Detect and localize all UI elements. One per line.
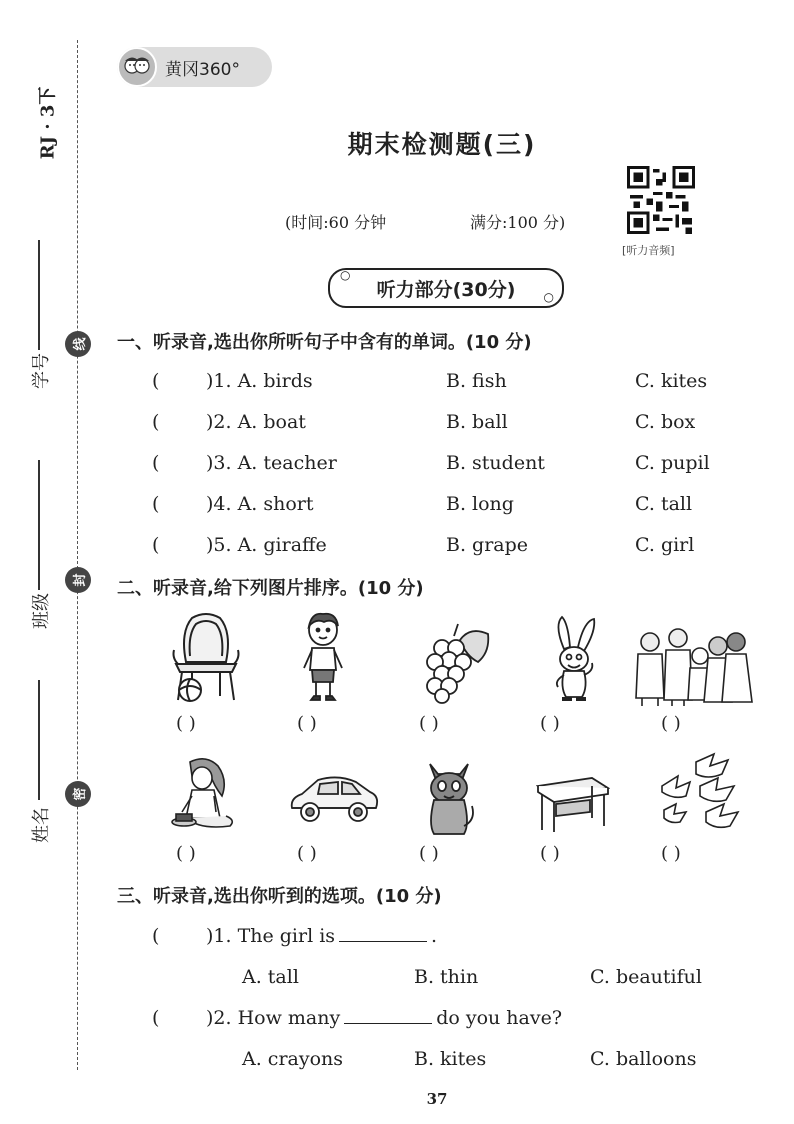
girl-with-cake-picture [170,756,242,838]
cut-mark-seal: 封 [65,567,91,593]
option-a: A. tall [242,966,299,988]
order-answer-paren[interactable]: ( ) [540,713,560,734]
brand-name: 黄冈360° [165,59,240,80]
question-2-stem: )2. How many do you have? [206,1007,563,1029]
option-a: )4. A. short [206,493,314,515]
option-a: )2. A. boat [206,411,306,433]
option-c: C. tall [635,493,693,515]
order-answer-paren[interactable]: ( ) [419,843,439,864]
answer-paren[interactable]: ( [152,411,160,433]
option-c: C. girl [635,534,695,556]
page-number: 37 [426,1090,448,1108]
part3-heading: 三、听录音,选出你听到的选项。(10 分) [117,886,442,907]
listening-section-header: ○ 听力部分(30分) ○ [328,268,564,308]
part1-heading: 一、听录音,选出你所听句子中含有的单词。(10 分) [117,332,532,353]
cut-mark-secret: 密 [65,781,91,807]
option-a: )3. A. teacher [206,452,337,474]
answer-paren[interactable]: ( [152,452,160,474]
option-b: B. student [446,452,545,474]
option-c: C. pupil [635,452,710,474]
order-answer-paren[interactable]: ( ) [297,713,317,734]
order-answer-paren[interactable]: ( ) [661,843,681,864]
class-label: 班级 [31,593,52,629]
option-c: C. kites [635,370,708,392]
class-line [38,460,40,590]
option-c: C. box [635,411,696,433]
option-b: B. fish [446,370,507,392]
option-b: B. ball [446,411,508,433]
answer-paren[interactable]: ( [152,370,160,392]
qr-caption: [听力音频] [622,244,675,257]
student-id-line [38,240,40,350]
desk-picture [536,774,610,834]
order-answer-paren[interactable]: ( ) [419,713,439,734]
order-answer-paren[interactable]: ( ) [661,713,681,734]
chair-with-ball-picture [170,612,242,704]
fill-blank[interactable] [344,1007,432,1024]
order-answer-paren[interactable]: ( ) [297,843,317,864]
name-line [38,680,40,800]
answer-paren[interactable]: ( [152,925,160,947]
family-picture [632,628,754,708]
order-answer-paren[interactable]: ( ) [176,713,196,734]
order-answer-paren[interactable]: ( ) [540,843,560,864]
part2-heading: 二、听录音,给下列图片排序。(10 分) [117,578,424,599]
birds-picture [656,752,744,834]
order-answer-paren[interactable]: ( ) [176,843,196,864]
edition-label: RJ · 3下 [37,86,59,160]
cut-mark-line: 线 [65,331,91,357]
boy-picture [298,610,348,706]
option-a: )1. A. birds [206,370,313,392]
option-a: A. crayons [242,1048,344,1070]
option-a: )5. A. giraffe [206,534,327,556]
option-b: B. long [446,493,514,515]
binding-dashed-line [77,40,78,1070]
question-1-stem: )1. The girl is . [206,925,438,947]
option-c: C. beautiful [590,966,702,988]
option-b: B. thin [414,966,479,988]
bubble-icon: ○ [543,290,554,304]
name-label: 姓名 [31,807,52,843]
score-info: 满分:100 分) [470,213,566,232]
grapes-picture [420,622,494,704]
student-id-label: 学号 [31,353,52,389]
brand-logo [117,47,272,87]
rabbit-picture [544,615,604,707]
option-c: C. balloons [590,1048,697,1070]
answer-paren[interactable]: ( [152,534,160,556]
mascot-icon [117,47,157,87]
option-b: B. kites [414,1048,487,1070]
option-b: B. grape [446,534,529,556]
qr-code-icon [627,166,695,234]
answer-paren[interactable]: ( [152,1007,160,1029]
page-title: 期末检测题(三) [347,130,537,159]
fill-blank[interactable] [339,925,427,942]
bubble-icon: ○ [340,268,351,282]
cat-picture [422,760,476,838]
time-info: (时间:60 分钟 [285,213,387,232]
answer-paren[interactable]: ( [152,493,160,515]
car-picture [288,770,380,830]
